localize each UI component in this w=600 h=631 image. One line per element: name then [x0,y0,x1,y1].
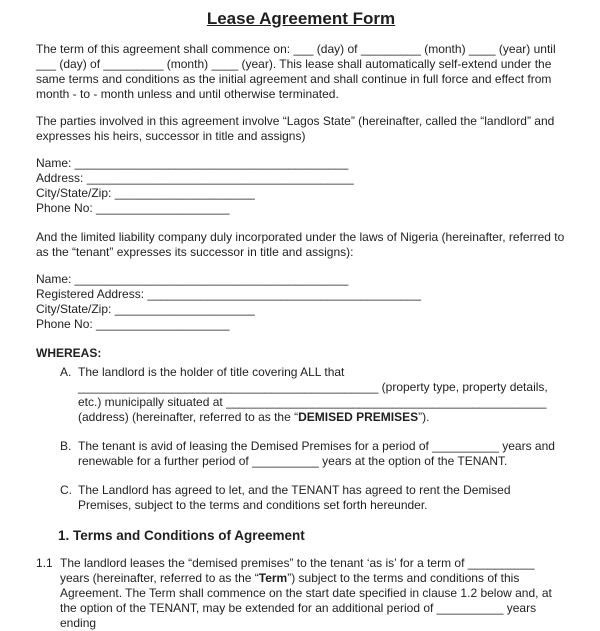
clause-1-1-text-bold: Term [258,571,288,585]
document-title: Lease Agreement Form [206,9,396,28]
landlord-name-field: Name: _________________________________________ [36,156,349,170]
landlord-address-field: Address: ________________________________________ [36,171,354,185]
tenant-registered-address-field: Registered Address: _________________________________________ [36,287,422,301]
tenant-paragraph: And the limited liability company duly incorporated under the laws of Nigeria (hereinafter, referred to as the “tenant” expresses its successor in title and assigns): [36,230,565,259]
terms-conditions-heading: 1. Terms and Conditions of Agreement [58,528,305,543]
clause-b-text: The tenant is avid of leasing the Demised Premises for a period of __________ years and renewable for a further period of __________ years at the option of the TENANT. [78,439,555,468]
clause-b-letter: B. [60,439,72,453]
tenant-city-state-zip-field: City/State/Zip: _____________________ [36,302,255,316]
whereas-heading: WHEREAS: [36,346,102,360]
clause-c-letter: C. [60,483,72,497]
clause-b [36,439,566,469]
clause-c [36,483,566,513]
clause-a-letter: A. [60,365,72,379]
clause-a-text-bold: DEMISED PREMISES [298,410,419,424]
clause-1-1-text-pre: The landlord leases the “demised premises” to the tenant ‘as is’ for a term of __________ years (hereinafter, referred to as the “ [60,556,535,585]
parties-paragraph: The parties involved in this agreement involve “Lagos State” (hereinafter, called the “landlord” and expresses his heirs, successor in title and assigns) [36,114,555,143]
tenant-name-field: Name: _________________________________________ [36,272,349,286]
clause-a [36,365,566,425]
clause-a-text-pre: The landlord is the holder of title covering ALL that _____________________________________________ (property type, property details, etc.) municipally situated at ________________________________________________ (address) (hereinafter, referred to as the “ [78,365,548,424]
tenant-fields [36,272,566,332]
clause-c-text: The Landlord has agreed to let, and the TENANT has agreed to rent the Demised Premises, subject to the terms and conditions set forth hereunder. [78,483,511,512]
landlord-city-state-zip-field: City/State/Zip: _____________________ [36,186,255,200]
landlord-phone-field: Phone No: ____________________ [36,201,230,215]
landlord-fields [36,156,566,216]
clause-1-1-text-post: ”) subject to the terms and conditions of this Agreement. The Term shall commence on the start date specified in clause 1.2 below and, at the option of the TENANT, may be extended for an additional period of __________ years ending [60,571,552,630]
tenant-phone-field: Phone No: ____________________ [36,317,230,331]
term-commencement-paragraph: The term of this agreement shall commence on: ___ (day) of _________ (month) ____ (year) until ___ (day) of _________ (month) ____ (year). This lease shall automatically self-extend under the same terms and conditions as the initial agreement and shall continue in full force and effect from month - to - month unless and until otherwise terminated. [36,42,556,101]
clause-a-text-post: ”). [418,410,430,424]
clause-1-1-number: 1.1 [36,556,53,570]
